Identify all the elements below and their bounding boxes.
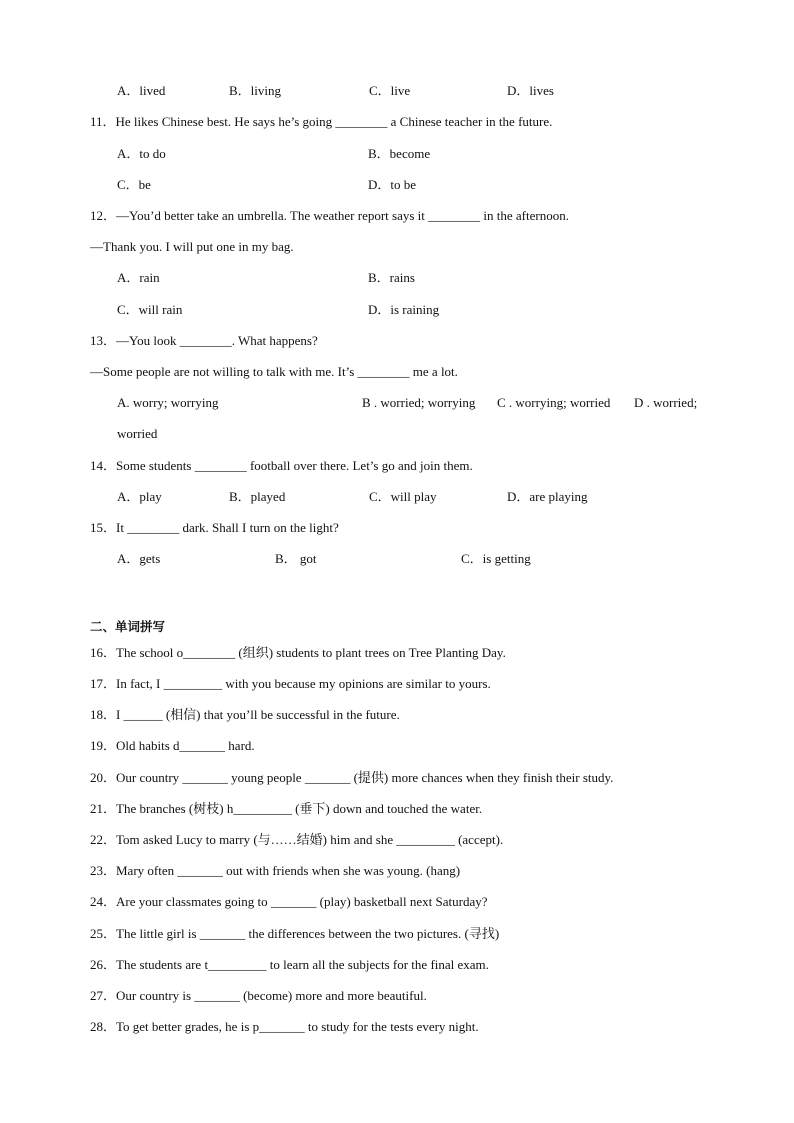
q21-item: 21．The branches (树枝) h_________ (垂下) down and touched the water.	[90, 801, 483, 816]
q13-reply: —Some people are not willing to talk with me. It’s ________ me a lot.	[90, 364, 458, 379]
q13-option-d-wrap: worried	[117, 426, 158, 441]
q28-item: 28．To get better grades, he is p_______ to study for the tests every night.	[90, 1019, 479, 1034]
q14-option-c: C．will play	[369, 489, 437, 504]
q12-stem: 12．—You’d better take an umbrella. The weather report says it ________ in the afternoon.	[90, 208, 569, 223]
q10-option-b: B．living	[229, 83, 282, 98]
q15-option-a: A．gets	[117, 551, 161, 566]
q11-option-c: C．be	[117, 177, 151, 192]
q13-option-a: A. worry; worrying	[117, 395, 219, 410]
q12-option-c: C．will rain	[117, 302, 183, 317]
section-heading: 二、单词拼写	[90, 619, 166, 634]
q26-item: 26．The students are t_________ to learn all the subjects for the final exam.	[90, 957, 489, 972]
q15-option-c: C．is getting	[461, 551, 531, 566]
q12-option-d: D．is raining	[368, 302, 440, 317]
q19-item: 19．Old habits d_______ hard.	[90, 738, 255, 753]
q12-option-b: B．rains	[368, 270, 415, 285]
q23-item: 23．Mary often _______ out with friends when she was young. (hang)	[90, 863, 461, 878]
q13-option-c: C . worrying; worried	[497, 395, 611, 410]
q17-item: 17．In fact, I _________ with you because my opinions are similar to yours.	[90, 676, 491, 691]
q27-item: 27．Our country is _______ (become) more and more beautiful.	[90, 988, 427, 1003]
q12-reply: —Thank you. I will put one in my bag.	[90, 239, 294, 254]
q18-item: 18．I ______ (相信) that you’ll be successful in the future.	[90, 707, 400, 722]
q10-option-c: C．live	[369, 83, 411, 98]
q13-stem: 13．—You look ________. What happens?	[90, 333, 318, 348]
q13-option-b: B . worried; worrying	[362, 395, 476, 410]
q11-option-a: A．to do	[117, 146, 166, 161]
q14-stem: 14．Some students ________ football over there. Let’s go and join them.	[90, 458, 473, 473]
q20-item: 20．Our country _______ young people _______ (提供) more chances when they finish their study.	[90, 770, 614, 785]
q16-item: 16．The school o________ (组织) students to plant trees on Tree Planting Day.	[90, 645, 506, 660]
q11-option-b: B．become	[368, 146, 431, 161]
q12-option-a: A．rain	[117, 270, 160, 285]
q13-option-d: D . worried;	[634, 395, 698, 410]
q11-option-d: D．to be	[368, 177, 417, 192]
q14-option-b: B．played	[229, 489, 286, 504]
q24-item: 24．Are your classmates going to _______ (play) basketball next Saturday?	[90, 894, 488, 909]
q10-option-d: D．lives	[507, 83, 554, 98]
q11-stem: 11．He likes Chinese best. He says he’s going ________ a Chinese teacher in the future.	[90, 114, 553, 129]
q25-item: 25．The little girl is _______ the differences between the two pictures. (寻找)	[90, 926, 500, 941]
q15-stem: 15．It ________ dark. Shall I turn on the light?	[90, 520, 339, 535]
q22-item: 22．Tom asked Lucy to marry (与……结婚) him and she _________ (accept).	[90, 832, 504, 847]
q10-option-a: A．lived	[117, 83, 166, 98]
q14-option-d: D．are playing	[507, 489, 588, 504]
q15-option-b: B． got	[275, 551, 317, 566]
q14-option-a: A．play	[117, 489, 162, 504]
